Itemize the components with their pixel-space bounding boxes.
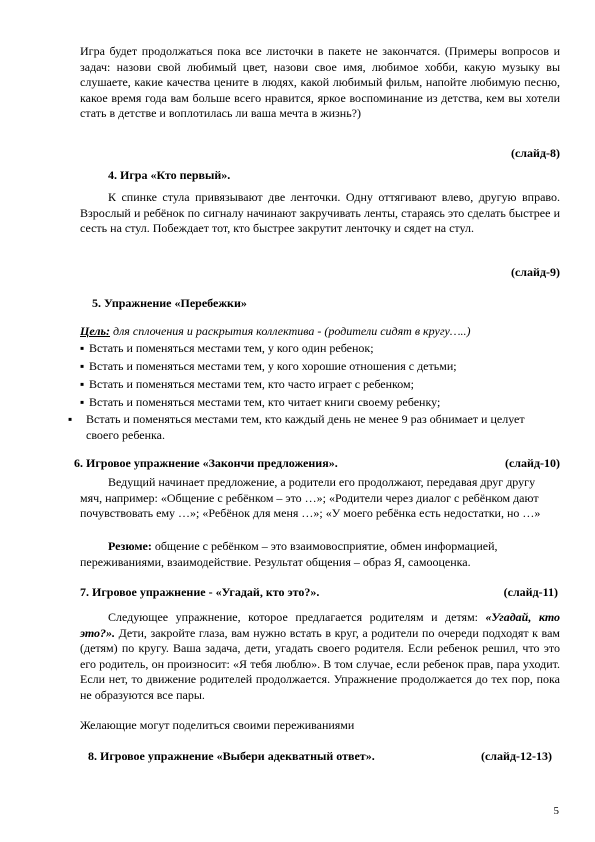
bullet-marker: ▪: [80, 395, 85, 409]
bullet-text: Встать и поменяться местами тем, кто часто играет с ребенком;: [89, 377, 414, 391]
bullet-text: Встать и поменяться местами тем, кто читает книги своему ребенку;: [89, 395, 441, 409]
slide-label-12-13: (слайд-12-13): [480, 749, 552, 763]
paragraph-4: К спинке стула привязывают две ленточки. Одну оттягивают влево, другую вправо. Взрослый и ребёнок по сигналу начинают закручивать ленты, стараясь это сделать быстрее и сесть на стул. Побеждает тот, кто быстрее закрутит ленточку и сядет на стул.: [80, 190, 560, 235]
heading-4: 4. Игра «Кто первый».: [108, 168, 231, 182]
bullet-item: [80, 341, 560, 357]
goal-label: Цель:: [80, 324, 110, 338]
bullet-marker: ▪: [80, 341, 85, 355]
summary-paragraph: [80, 539, 560, 570]
summary-text: общение с ребёнком – это взаимовосприятие, обмен информацией, переживаниями, взаимодействие. Результат общения – образ Я, самооценка.: [80, 539, 498, 569]
paragraph-7-game-name: «Угадай, кто это?».: [80, 610, 560, 640]
slide-label-8: (слайд-8): [510, 146, 560, 160]
heading-7: 7. Игровое упражнение - «Угадай, кто это?».: [80, 585, 320, 599]
bullet-marker: ▪: [80, 359, 85, 373]
bullet-item: [80, 359, 560, 375]
summary-label: Резюме:: [108, 539, 152, 553]
slide-label-10: (слайд-10): [504, 456, 560, 470]
bullet-text: Встать и поменяться местами тем, у кого хорошие отношения с детьми;: [89, 359, 457, 373]
sharing-line: Желающие могут поделиться своими переживаниями: [80, 718, 355, 732]
bullet-item: [68, 412, 560, 443]
heading-8: 8. Игровое упражнение «Выбери адекватный ответ».: [88, 749, 375, 763]
paragraph-7: [80, 610, 560, 703]
bullet-text: Встать и поменяться местами тем, у кого один ребенок;: [89, 341, 374, 355]
bullet-item: [80, 377, 560, 393]
intro-paragraph: Игра будет продолжаться пока все листочки в пакете не закончатся. (Примеры вопросов и задач: назови свой любимый цвет, назови свое имя, любимое хобби, какую музыку вы слушаете, какие качества цените в людях, какой любимый фильм, напойте любимую песню, какое время года вам больше всего нравится, яркое воспоминание из детства, кем вы хотели стать в детстве и воплотилась ли ваша мечта в жизнь?): [80, 44, 560, 120]
bullet-marker: ▪: [80, 377, 85, 391]
paragraph-7-body: Дети, закройте глаза, вам нужно встать в круг, а родители по очереди подходят к вам (детям) по кругу. Ваша задача, дети, угадать своего родителя. Если ребенок решил, что это его родитель, он произносит: «Я тебя люблю». В том случае, если ребенок прав, пара уходит. Если нет, то движение родителей продолжается. Упражнение продолжается до тех пор, пока не образуются все пары.: [80, 625, 560, 702]
paragraph-7-intro: Следующее упражнение, которое предлагается родителям и детям:: [108, 610, 486, 624]
heading-5: 5. Упражнение «Перебежки»: [92, 296, 247, 310]
slide-label-11: (слайд-11): [503, 585, 558, 599]
paragraph-6: Ведущий начинает предложение, а родители его продолжают, передавая друг другу мяч, например: «Общение с ребёнком – это …»; «Родители через диалог с ребёнком дают почувствовать ему …»; «Ребёнок для меня …»; «У моего ребёнка есть недостатки, но …»: [80, 475, 541, 520]
page-number: 5: [553, 805, 559, 817]
bullet-text: Встать и поменяться местами тем, кто каждый день не менее 9 раз обнимает и целует своего ребенка.: [86, 412, 525, 442]
goal-text: для сплочения и раскрытия коллектива - (родители сидят в кругу…..): [113, 324, 471, 338]
bullet-marker: ▪: [68, 412, 73, 426]
goal-line: [80, 324, 560, 340]
heading-6: 6. Игровое упражнение «Закончи предложения».: [74, 456, 338, 470]
bullet-item: [80, 395, 560, 411]
slide-label-9: (слайд-9): [510, 265, 560, 279]
